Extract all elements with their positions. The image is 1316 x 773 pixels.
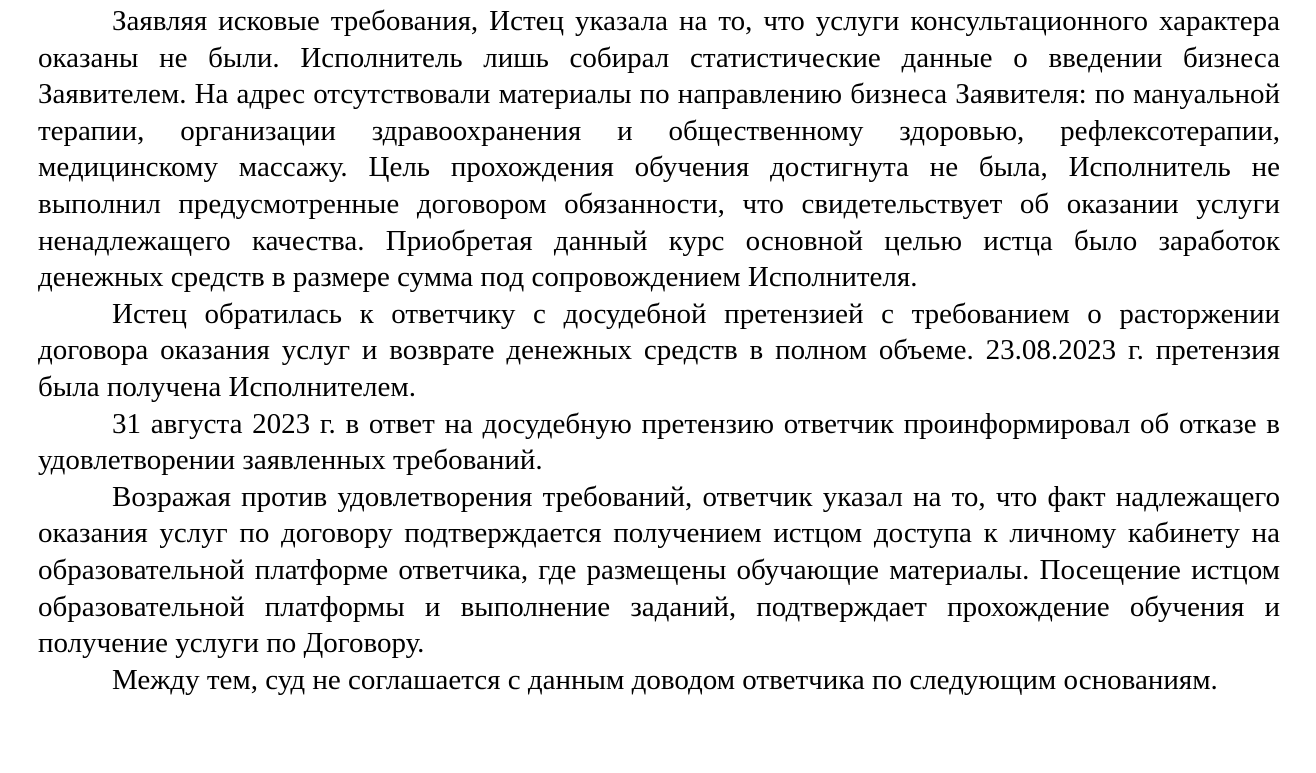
paragraph-claim: Заявляя исковые требования, Истец указала на то, что услуги консультационного характера оказаны не были. Исполнитель лишь собирал статистические данные о введении бизнеса Заявителем. На адрес отсутствовали материалы по направлению бизнеса Заявителя: по мануальной терапии, организации здравоохранения и общественному здоровью, рефлексотерапии, медицинскому массажу. Цель прохождения обучения достигнута не была, Исполнитель не выполнил предусмотренные договором обязанности, что свидетельствует об оказании услуги ненадлежащего качества. Приобретая данный курс основной целью истца было заработок денежных средств в размере сумма под сопровождением Исполнителя. — [38, 5, 1280, 294]
document-body — [38, 3, 1280, 698]
paragraph-pretrial-claim: Истец обратилась к ответчику с досудебной претензией с требованием о расторжении договора оказания услуг и возврате денежных средств в полном объеме. 23.08.2023 г. претензия была получена Исполнителем. — [38, 297, 1280, 403]
paragraph-defendant-objection: Возражая против удовлетворения требований, ответчик указал на то, что факт надлежащего оказания услуг по договору подтверждается получением истцом доступа к личному кабинету на образовательной платформе ответчика, где размещены обучающие материалы. Посещение истцом образовательной платформы и выполнение заданий, подтверждает прохождение обучения и получение услуги по Договору. — [38, 480, 1280, 660]
paragraph-refusal: 31 августа 2023 г. в ответ на досудебную претензию ответчик проинформировал об отказе в удовлетворении заявленных требований. — [38, 407, 1280, 477]
paragraph-court-position: Между тем, суд не соглашается с данным доводом ответчика по следующим основаниям. — [112, 663, 1218, 696]
